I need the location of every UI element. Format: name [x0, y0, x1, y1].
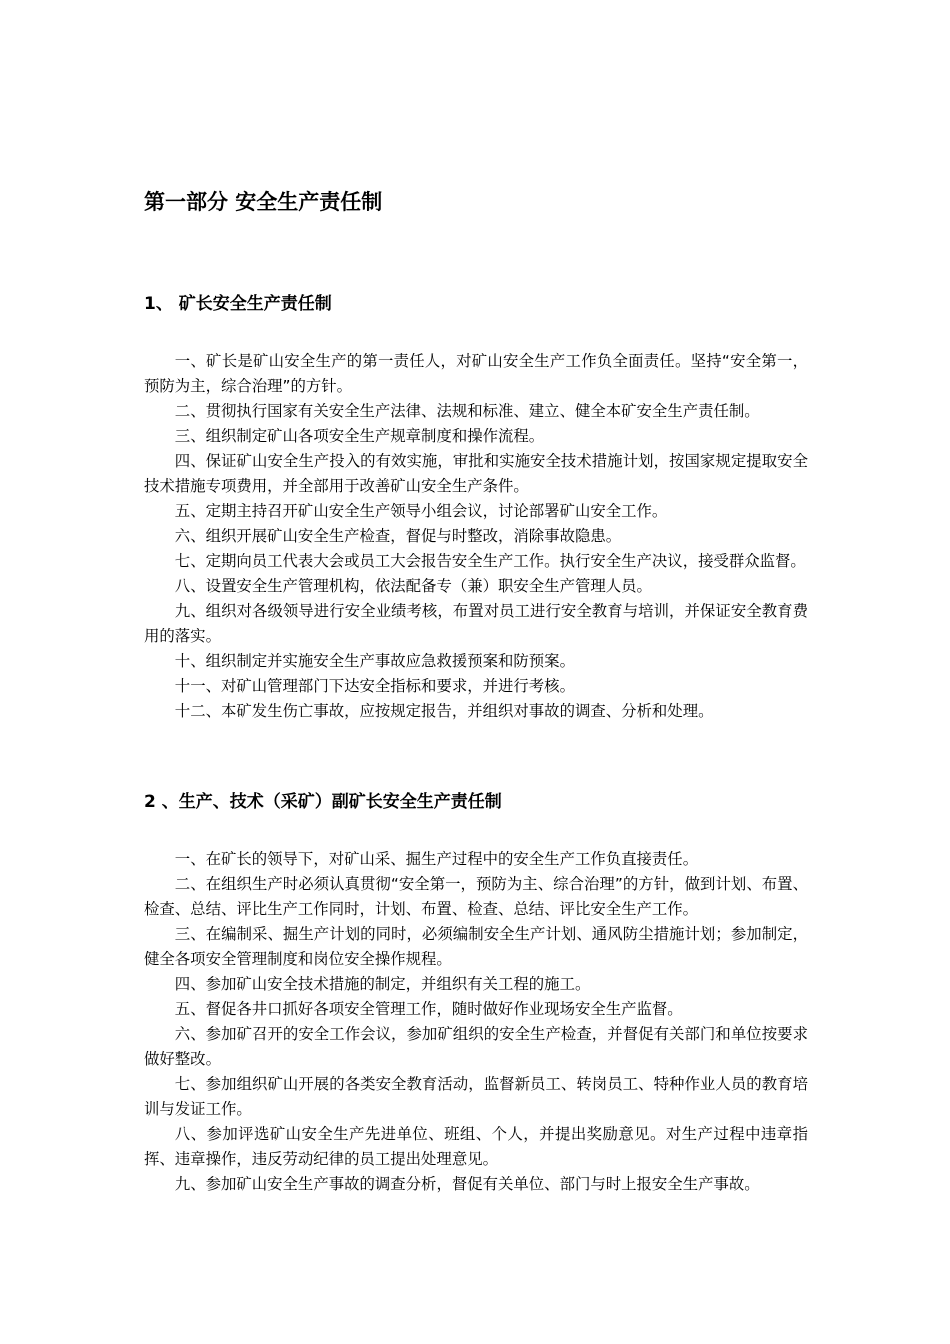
paragraph: 五、督促各井口抓好各项安全管理工作，随时做好作业现场安全生产监督。 — [174, 1000, 683, 1018]
paragraph: 二、贯彻执行国家有关安全生产法律、法规和标准、建立、健全本矿安全生产责任制。 — [174, 402, 760, 420]
section-title-2: 2 、生产、技术（采矿）副矿长安全生产责任制 — [144, 792, 502, 812]
paragraph: 七、定期向员工代表大会或员工大会报告安全生产工作。执行安全生产决议，接受群众监督。 — [174, 552, 806, 570]
paragraph: 七、参加组织矿山开展的各类安全教育活动，监督新员工、转岗员工、特种作业人员的教育培训与发证工作。 — [144, 1075, 808, 1118]
paragraph: 一、矿长是矿山安全生产的第一责任人，对矿山安全生产工作负全面责任。坚持“安全第一，预防为主，综合治理”的方针。 — [144, 352, 808, 395]
section-title-1: 1、 矿长安全生产责任制 — [144, 294, 332, 314]
paragraph: 六、组织开展矿山安全生产检查，督促与时整改，消除事故隐患。 — [174, 527, 622, 545]
paragraph: 八、设置安全生产管理机构，依法配备专（兼）职安全生产管理人员。 — [174, 577, 652, 595]
section-2-body — [144, 847, 808, 1197]
paragraph: 一、在矿长的领导下，对矿山采、掘生产过程中的安全生产工作负直接责任。 — [174, 850, 699, 868]
section-1-body — [144, 349, 808, 724]
paragraph: 五、定期主持召开矿山安全生产领导小组会议，讨论部署矿山安全工作。 — [174, 502, 668, 520]
paragraph: 十二、本矿发生伤亡事故，应按规定报告，并组织对事故的调查、分析和处理。 — [174, 702, 714, 720]
paragraph: 九、参加矿山安全生产事故的调查分析，督促有关单位、部门与时上报安全生产事故。 — [174, 1175, 760, 1193]
paragraph: 二、在组织生产时必须认真贯彻“安全第一，预防为主、综合治理”的方针，做到计划、布置、检查、总结、评比生产工作同时，计划、布置、检查、总结、评比安全生产工作。 — [144, 875, 808, 918]
paragraph: 三、组织制定矿山各项安全生产规章制度和操作流程。 — [174, 427, 545, 445]
paragraph: 四、保证矿山安全生产投入的有效实施，审批和实施安全技术措施计划，按国家规定提取安全技术措施专项费用，并全部用于改善矿山安全生产条件。 — [144, 452, 808, 495]
paragraph: 八、参加评选矿山安全生产先进单位、班组、个人，并提出奖励意见。对生产过程中违章指挥、违章操作，违反劳动纪律的员工提出处理意见。 — [144, 1125, 808, 1168]
paragraph: 三、在编制采、掘生产计划的同时，必须编制安全生产计划、通风防尘措施计划；参加制定，健全各项安全管理制度和岗位安全操作规程。 — [144, 925, 808, 968]
part-title: 第一部分 安全生产责任制 — [144, 190, 383, 214]
paragraph: 十一、对矿山管理部门下达安全指标和要求，并进行考核。 — [174, 677, 575, 695]
paragraph: 十、组织制定并实施安全生产事故应急救援预案和防预案。 — [174, 652, 575, 670]
paragraph: 九、组织对各级领导进行安全业绩考核，布置对员工进行安全教育与培训，并保证安全教育费用的落实。 — [144, 602, 808, 645]
paragraph: 六、参加矿召开的安全工作会议，参加矿组织的安全生产检查，并督促有关部门和单位按要求做好整改。 — [144, 1025, 808, 1068]
paragraph: 四、参加矿山安全技术措施的制定，并组织有关工程的施工。 — [174, 975, 591, 993]
